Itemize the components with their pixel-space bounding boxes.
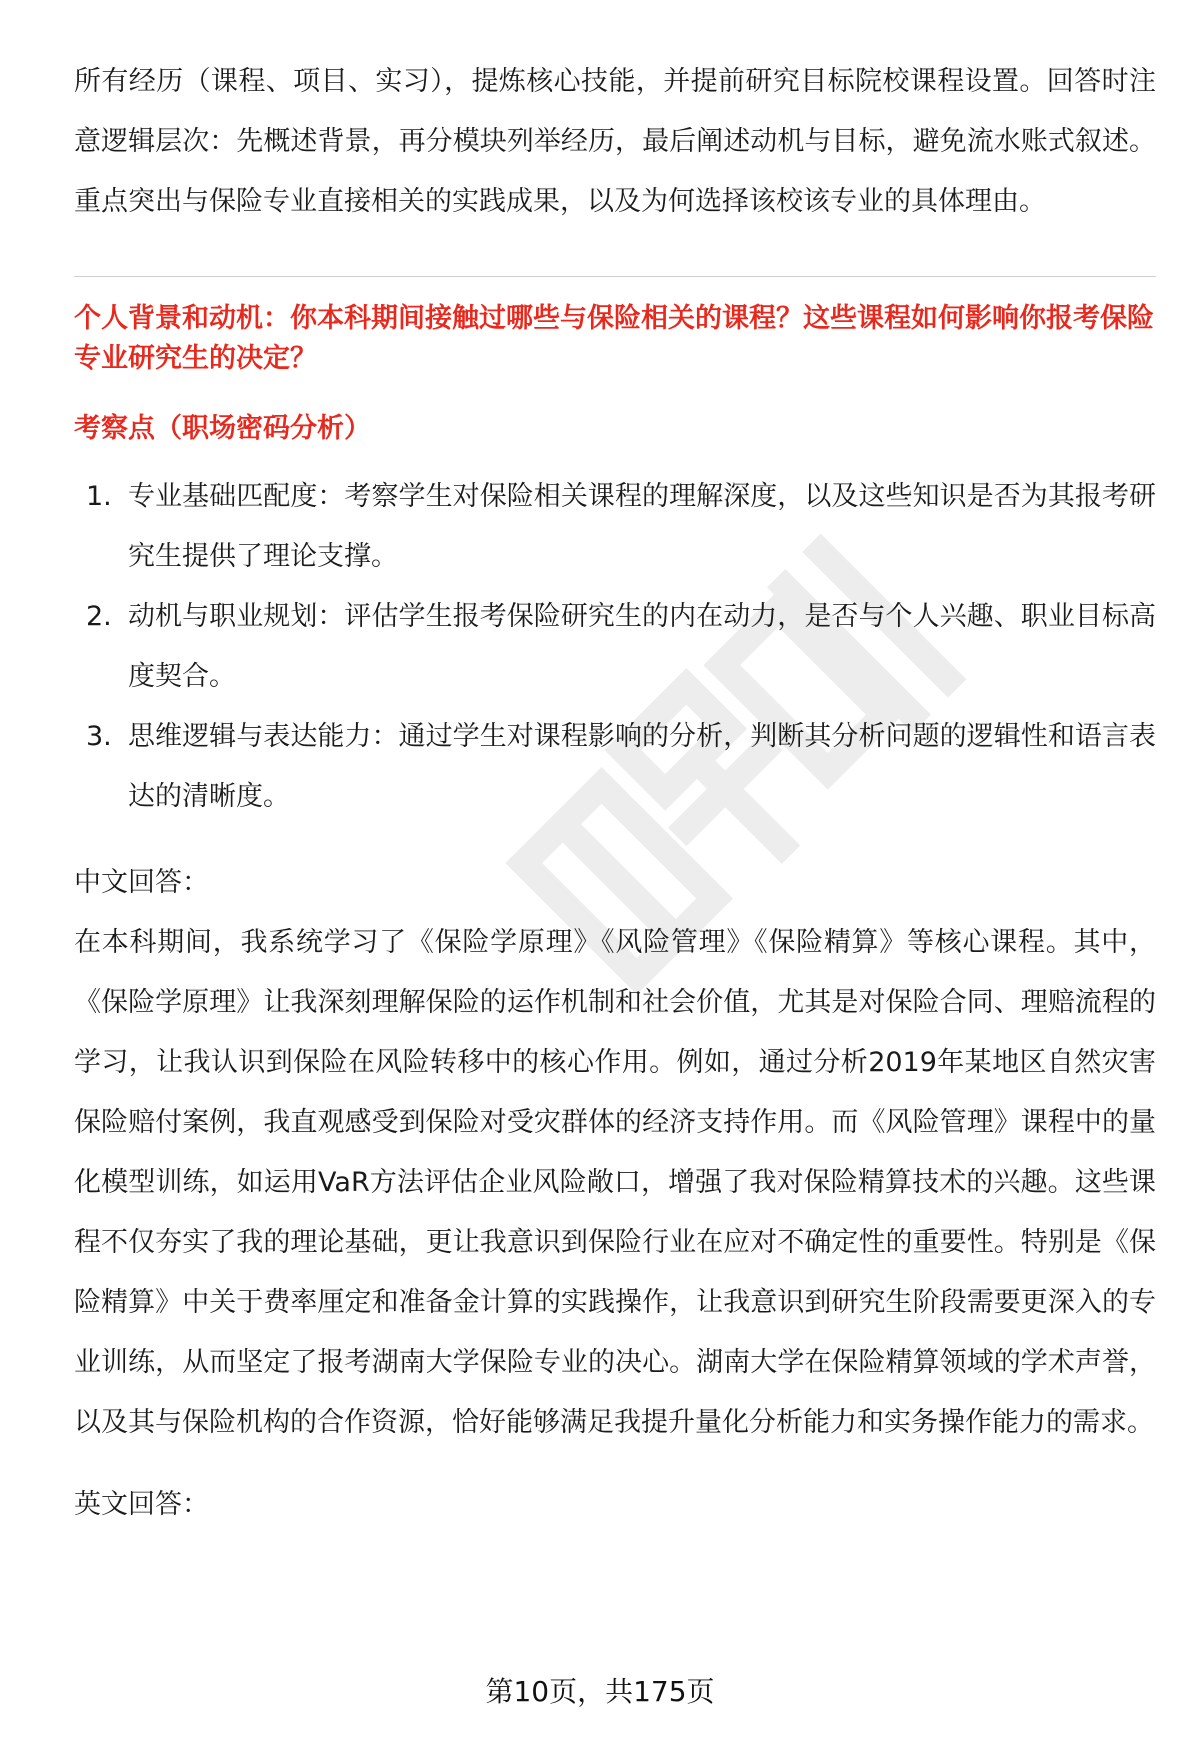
list-item-number: 3. [86, 721, 112, 752]
intro-paragraph: 所有经历（课程、项目、实习），提炼核心技能，并提前研究目标院校课程设置。回答时注意逻辑层次：先概述背景，再分模块列举经历，最后阐述动机与目标，避免流水账式叙述。重点突出与保险专业直接相关的实践成果，以及为何选择该校该专业的具体理由。 [74, 66, 1156, 217]
assessment-points-title: 考察点（职场密码分析） [74, 413, 371, 444]
list-item [74, 587, 1156, 707]
list-item-text: 思维逻辑与表达能力：通过学生对课程影响的分析，判断其分析问题的逻辑性和语言表达的清晰度。 [128, 721, 1156, 812]
list-item [74, 467, 1156, 587]
list-item-text: 动机与职业规划：评估学生报考保险研究生的内在动力，是否与个人兴趣、职业目标高度契合。 [128, 601, 1156, 692]
chinese-answer-label: 中文回答： [74, 867, 209, 898]
question-heading: 个人背景和动机：你本科期间接触过哪些与保险相关的课程？这些课程如何影响你报考保险专业研究生的决定？ [74, 303, 1154, 374]
section-divider [74, 276, 1156, 277]
list-item-number: 1. [86, 481, 112, 512]
english-answer-label: 英文回答： [74, 1489, 209, 1520]
list-item [74, 707, 1156, 827]
chinese-answer-paragraph: 在本科期间，我系统学习了《保险学原理》《风险管理》《保险精算》等核心课程。其中，《保险学原理》让我深刻理解保险的运作机制和社会价值，尤其是对保险合同、理赔流程的学习，让我认识到保险在风险转移中的核心作用。例如，通过分析2019年某地区自然灾害保险赔付案例，我直观感受到保险对受灾群体的经济支持作用。而《风险管理》课程中的量化模型训练，如运用VaR方法评估企业风险敞口，增强了我对保险精算技术的兴趣。这些课程不仅夯实了我的理论基础，更让我意识到保险行业在应对不确定性的重要性。特别是《保险精算》中关于费率厘定和准备金计算的实践操作，让我意识到研究生阶段需要更深入的专业训练，从而坚定了报考湖南大学保险专业的决心。湖南大学在保险精算领域的学术声誉，以及其与保险机构的合作资源，恰好能够满足我提升量化分析能力和实务操作能力的需求。 [74, 927, 1156, 1438]
document-page [74, 52, 1156, 1535]
assessment-points-list [74, 467, 1156, 827]
list-item-number: 2. [86, 601, 112, 632]
list-item-text: 专业基础匹配度：考察学生对保险相关课程的理解深度，以及这些知识是否为其报考研究生提供了理论支撑。 [128, 481, 1156, 572]
page-footer: 第10页，共175页 [485, 1675, 715, 1708]
